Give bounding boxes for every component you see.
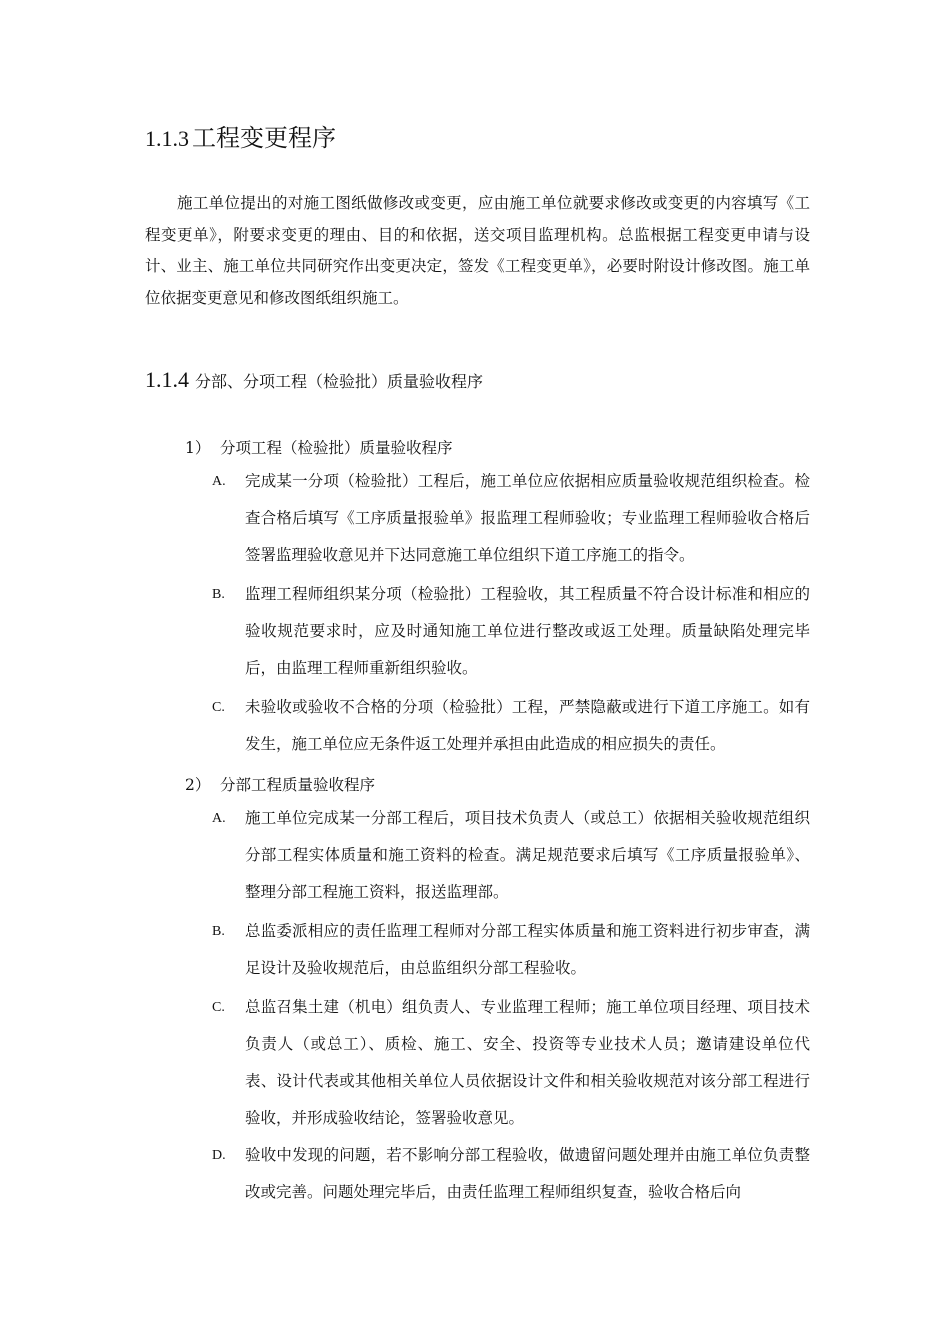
section-heading-1-1-4 (145, 367, 483, 393)
list-item-letter: C. (212, 700, 225, 715)
list-item (212, 1137, 810, 1211)
subsection-heading-1 (185, 436, 453, 458)
subsection-heading-2 (185, 773, 375, 795)
section-heading-1-1-3 (145, 118, 336, 153)
list-item-letter: C. (212, 1000, 225, 1015)
subsection-index: 1） (185, 439, 211, 457)
list-item-letter: B. (212, 587, 225, 602)
list-item-letter: A. (212, 811, 226, 826)
list-item (212, 800, 810, 911)
list-item-text: 监理工程师组织某分项（检验批）工程验收，其工程质量不符合设计标准和相应的验收规范要求时，应及时通知施工单位进行整改或返工处理。质量缺陷处理完毕后，由监理工程师重新组织验收。 (245, 585, 810, 677)
list-item-text: 总监委派相应的责任监理工程师对分部工程实体质量和施工资料进行初步审查，满足设计及验收规范后，由总监组织分部工程验收。 (245, 922, 810, 977)
list-item-text: 总监召集土建（机电）组负责人、专业监理工程师；施工单位项目经理、项目技术负责人（或总工）、质检、施工、安全、投资等专业技术人员；邀请建设单位代表、设计代表或其他相关单位人员依据设计文件和相关验收规范对该分部工程进行验收，并形成验收结论，签署验收意见。 (245, 998, 810, 1127)
list-item-letter: A. (212, 474, 226, 489)
list-item-letter: B. (212, 924, 225, 939)
list-item (212, 913, 810, 987)
section-title: 分部、分项工程（检验批）质量验收程序 (195, 372, 484, 391)
list-item (212, 989, 810, 1137)
list-item-text: 验收中发现的问题，若不影响分部工程验收，做遗留问题处理并由施工单位负责整改或完善。问题处理完毕后，由责任监理工程师组织复查，验收合格后向 (245, 1146, 810, 1201)
list-item-text: 施工单位完成某一分部工程后，项目技术负责人（或总工）依据相关验收规范组织分部工程实体质量和施工资料的检查。满足规范要求后填写《工序质量报验单》、整理分部工程施工资料，报送监理部。 (245, 809, 810, 901)
section-number: 1.1.4 (145, 367, 189, 392)
list-item (212, 689, 810, 763)
list-item-text: 完成某一分项（检验批）工程后，施工单位应依据相应质量验收规范组织检查。检查合格后填写《工序质量报验单》报监理工程师验收；专业监理工程师验收合格后签署监理验收意见并下达同意施工单位组织下道工序施工的指令。 (245, 472, 810, 564)
section-number: 1.1.3 (145, 126, 189, 151)
list-item (212, 463, 810, 574)
section-title: 工程变更程序 (192, 124, 336, 152)
subsection-title: 分项工程（检验批）质量验收程序 (220, 439, 453, 457)
list-item-letter: D. (212, 1148, 226, 1163)
subsection-title: 分部工程质量验收程序 (220, 776, 376, 794)
list-item-text: 未验收或验收不合格的分项（检验批）工程，严禁隐蔽或进行下道工序施工。如有发生，施工单位应无条件返工处理并承担由此造成的相应损失的责任。 (245, 698, 810, 753)
list-item (212, 576, 810, 687)
section-paragraph: 施工单位提出的对施工图纸做修改或变更，应由施工单位就要求修改或变更的内容填写《工程变更单》，附要求变更的理由、目的和依据，送交项目监理机构。总监根据工程变更申请与设计、业主、施工单位共同研究作出变更决定，签发《工程变更单》，必要时附设计修改图。施工单位依据变更意见和修改图纸组织施工。 (145, 194, 810, 307)
subsection-index: 2） (185, 776, 211, 794)
